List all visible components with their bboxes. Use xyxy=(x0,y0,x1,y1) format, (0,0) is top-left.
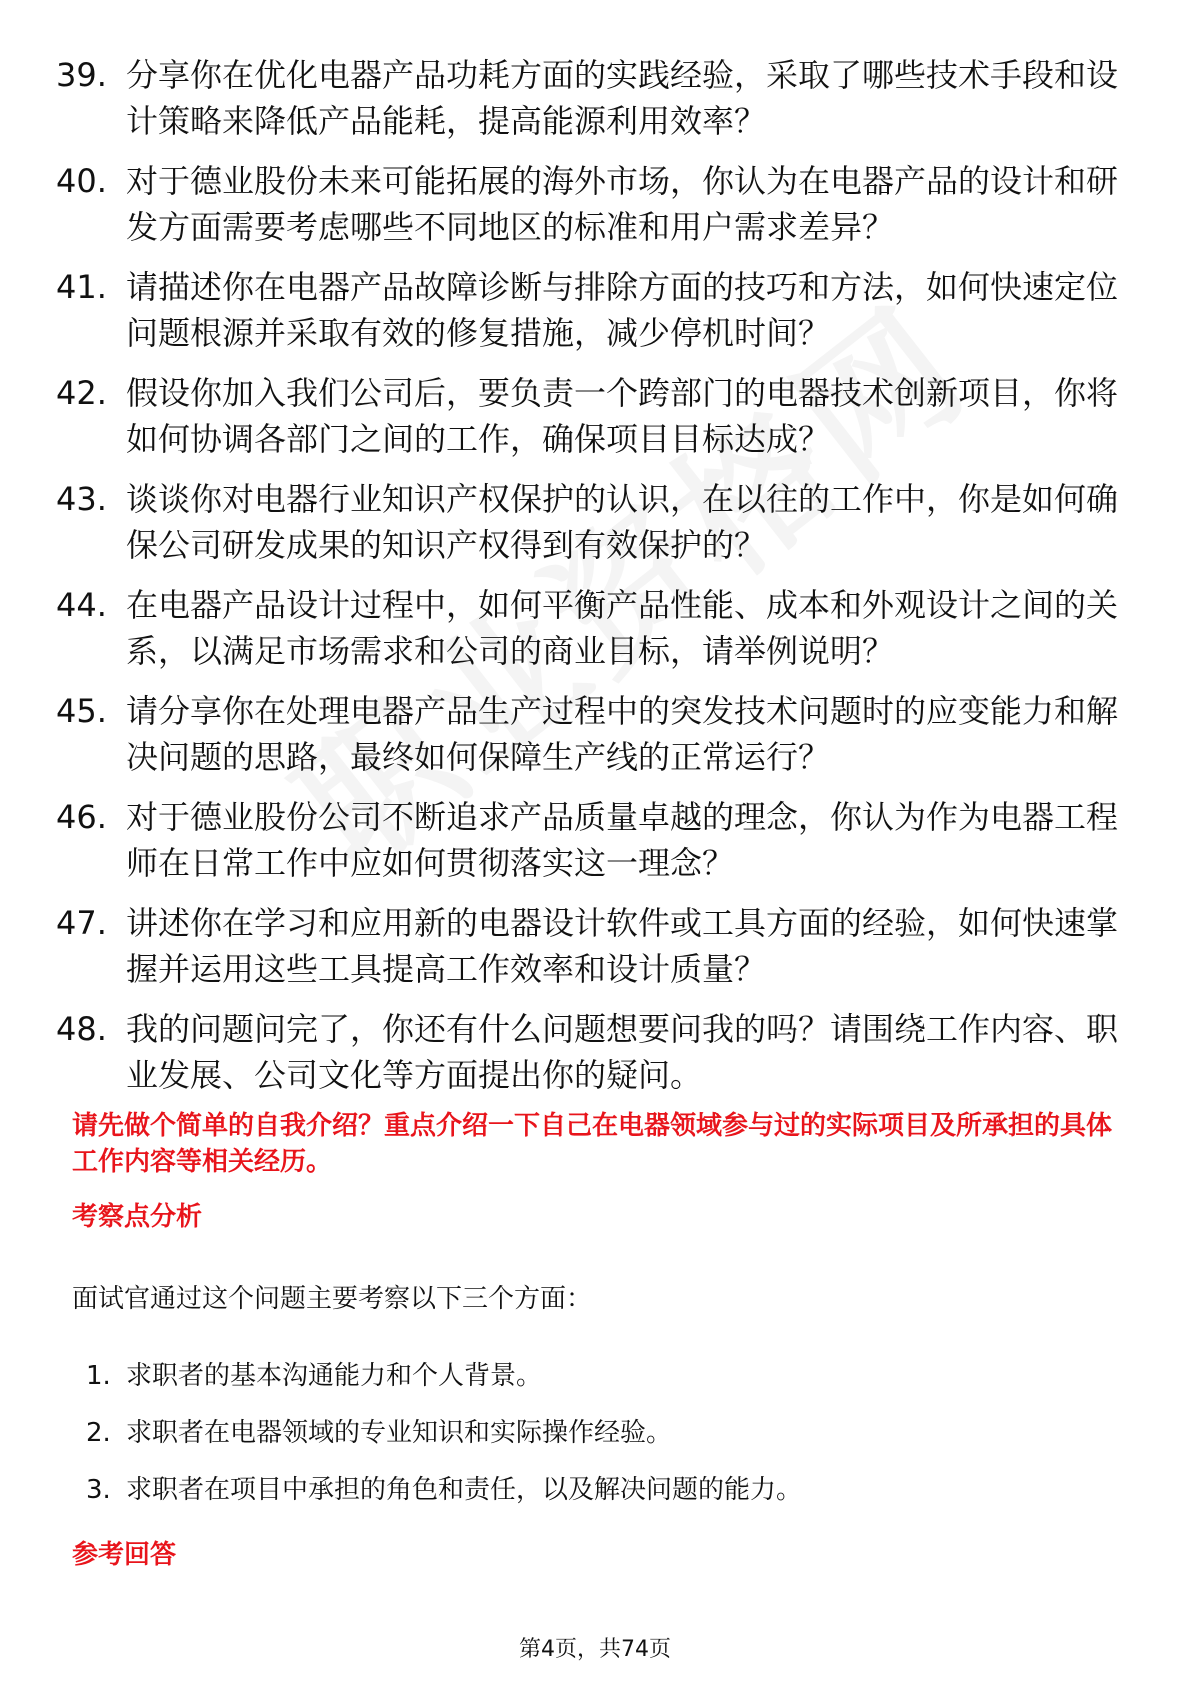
question-text: 请分享你在处理电器产品生产过程中的突发技术问题时的应变能力和解决问题的思路，最终如何保障生产线的正常运行？ xyxy=(126,692,1119,776)
question-number: 44. xyxy=(56,586,107,624)
list-item xyxy=(86,1472,802,1529)
page-footer: 第4页，共74页 xyxy=(519,1637,671,1662)
list-item xyxy=(56,688,1136,780)
question-number: 47. xyxy=(56,904,107,942)
question-number: 45. xyxy=(56,692,107,730)
list-item xyxy=(56,476,1136,568)
question-text: 分享你在优化电器产品功耗方面的实践经验，采取了哪些技术手段和设计策略来降低产品能耗，提高能源利用效率？ xyxy=(126,56,1119,140)
point-text: 求职者在项目中承担的角色和责任，以及解决问题的能力。 xyxy=(126,1475,803,1505)
analysis-intro: 面试官通过这个问题主要考察以下三个方面： xyxy=(72,1284,593,1314)
question-text: 在电器产品设计过程中，如何平衡产品性能、成本和外观设计之间的关系，以满足市场需求和公司的商业目标，请举例说明？ xyxy=(126,586,1119,670)
question-text: 谈谈你对电器行业知识产权保护的认识，在以往的工作中，你是如何确保公司研发成果的知识产权得到有效保护的？ xyxy=(126,480,1119,564)
question-text: 讲述你在学习和应用新的电器设计软件或工具方面的经验，如何快速掌握并运用这些工具提高工作效率和设计质量？ xyxy=(126,904,1119,988)
question-number: 48. xyxy=(56,1010,107,1048)
list-item xyxy=(56,794,1136,886)
question-text: 对于德业股份未来可能拓展的海外市场，你认为在电器产品的设计和研发方面需要考虑哪些不同地区的标准和用户需求差异？ xyxy=(126,162,1119,246)
highlight-question: 请先做个简单的自我介绍？重点介绍一下自己在电器领域参与过的实际项目及所承担的具体工作内容等相关经历。 xyxy=(72,1111,1113,1177)
reference-title: 参考回答 xyxy=(72,1540,177,1570)
list-item xyxy=(86,1415,802,1472)
question-number: 43. xyxy=(56,480,107,518)
list-item xyxy=(56,582,1136,674)
question-list xyxy=(56,52,1136,1112)
list-item xyxy=(56,158,1136,250)
analysis-title: 考察点分析 xyxy=(72,1202,203,1232)
list-item xyxy=(56,370,1136,462)
question-number: 41. xyxy=(56,268,107,306)
question-text: 请描述你在电器产品故障诊断与排除方面的技巧和方法，如何快速定位问题根源并采取有效的修复措施，减少停机时间？ xyxy=(126,268,1119,352)
question-text: 假设你加入我们公司后，要负责一个跨部门的电器技术创新项目，你将如何协调各部门之间的工作，确保项目目标达成？ xyxy=(126,374,1119,458)
question-text: 对于德业股份公司不断追求产品质量卓越的理念，你认为作为电器工程师在日常工作中应如何贯彻落实这一理念？ xyxy=(126,798,1119,882)
question-number: 40. xyxy=(56,162,107,200)
list-item xyxy=(86,1358,802,1415)
question-text: 我的问题问完了，你还有什么问题想要问我的吗？请围绕工作内容、职业发展、公司文化等方面提出你的疑问。 xyxy=(126,1010,1119,1094)
list-item xyxy=(56,264,1136,356)
question-number: 42. xyxy=(56,374,107,412)
list-item xyxy=(56,52,1136,144)
question-number: 46. xyxy=(56,798,107,836)
list-item xyxy=(56,1006,1136,1098)
point-number: 2. xyxy=(86,1418,111,1448)
analysis-points xyxy=(86,1358,802,1529)
list-item xyxy=(56,900,1136,992)
point-text: 求职者在电器领域的专业知识和实际操作经验。 xyxy=(126,1418,673,1448)
point-text: 求职者的基本沟通能力和个人背景。 xyxy=(126,1361,543,1391)
point-number: 3. xyxy=(86,1475,111,1505)
point-number: 1. xyxy=(86,1361,111,1391)
question-number: 39. xyxy=(56,56,107,94)
